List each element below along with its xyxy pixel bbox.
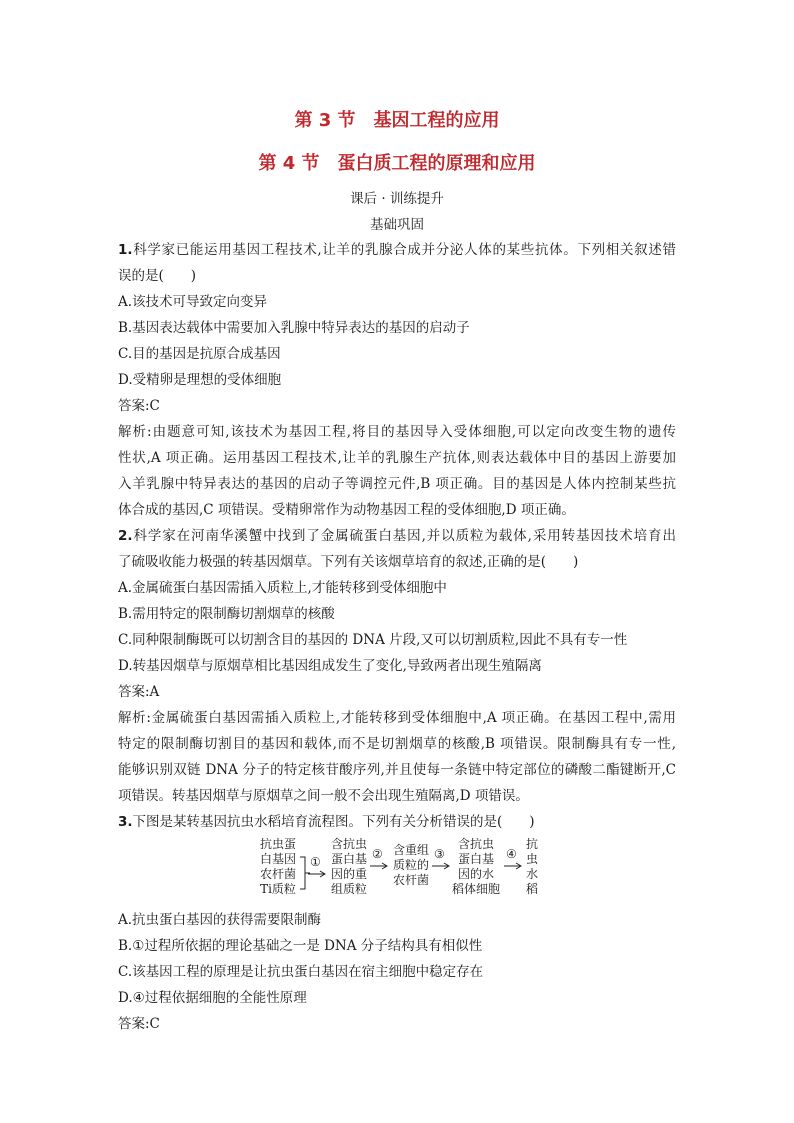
q2-explanation-line-2: 特定的限制酶切割目的基因和载体,而不是切割烟草的核酸,B 项错误。限制酶具有专一性, [118,736,676,752]
flow-box-rice-cell: 含抗虫 蛋白基 因的水 稻体细胞 [451,837,500,896]
q1-stem-line-2: 误的是( ) [118,268,197,284]
q1-option-d: D.受精卵是理想的受体细胞 [118,372,282,388]
q1-option-c: C.目的基因是抗原合成基因 [118,346,281,362]
q2-explanation-line-1: 解析:金属硫蛋白基因需插入质粒上,才能转移到受体细胞中,A 项正确。在基因工程中,需用 [118,710,676,726]
q1-answer: 答案:C [118,398,160,414]
q2-explanation-line-4: 项错误。转基因烟草与原烟草之间一般不会出现生殖隔离,D 项错误。 [118,788,529,804]
q1-explanation-line-1: 解析:由题意可知,该技术为基因工程,将目的基因导入受体细胞,可以定向改变生物的遗传 [118,424,676,440]
q3-option-a: A.抗虫蛋白基因的获得需要限制酶 [118,912,322,928]
q2-stem-line-2: 了硫吸收能力极强的转基因烟草。下列有关该烟草培育的叙述,正确的是( ) [118,554,579,570]
q2-stem-line-1: 2.科学家在河南华溪蟹中找到了金属硫蛋白基因,并以质粒为载体,采用转基因技术培育出 [118,528,676,544]
q1-explanation-line-3: 入羊乳腺中特异表达的基因的启动子等调控元件,B 项正确。目的基因是人体内控制某些抗 [118,476,676,492]
q2-number: 2. [118,528,133,544]
q1-option-b: B.基因表达载体中需要加入乳腺中特异表达的基因的启动子 [118,320,470,336]
level-heading: 基础巩固 [370,217,424,233]
subtitle: 课后 · 训练提升 [350,191,444,207]
q3-number: 3. [118,814,133,830]
q3-option-c: C.该基因工程的原理是让抗虫蛋白基因在宿主细胞中稳定存在 [118,964,484,980]
flow-box-gene-and-plasmid: 抗虫蛋 白基因 农杆菌 Ti质粒 [259,837,296,896]
q1-option-a: A.该技术可导致定向变异 [118,294,268,310]
q3-answer: 答案:C [118,1016,160,1032]
arrow-4-icon [504,862,522,876]
step-3-label: ③ [434,847,445,861]
flow-box-recombinant-plasmid: 含抗虫 蛋白基 因的重 组质粒 [330,837,367,896]
q2-option-b: B.需用特定的限制酶切割烟草的核酸 [118,606,335,622]
q1-explanation-line-2: 性状,A 项正确。运用基因工程技术,让羊的乳腺生产抗体,则表达载体中目的基因上游要加 [118,450,676,466]
q2-option-c: C.同种限制酶既可以切割含目的基因的 DNA 片段,又可以切割质粒,因此不具有专一性 [118,632,628,648]
q3-option-d: D.④过程依据细胞的全能性原理 [118,990,307,1006]
section-3-title: 第 3 节 基因工程的应用 [294,110,500,131]
bracket-arrow-icon [300,856,310,870]
q2-explanation-line-3: 能够识别双链 DNA 分子的特定核苷酸序列,并且使每一条链中特定部位的磷酸二酯键断开,C [118,762,676,778]
step-1-label: ① [310,855,321,869]
q2-option-d: D.转基因烟草与原烟草相比基因组成发生了变化,导致两者出现生殖隔离 [118,658,542,674]
q1-explanation-line-4: 体合成的基因,C 项错误。受精卵常作为动物基因工程的受体细胞,D 项正确。 [118,502,575,518]
q3-option-b: B.①过程所依据的理论基础之一是 DNA 分子结构具有相似性 [118,938,483,954]
q3-stem: 3.下图是某转基因抗虫水稻培育流程图。下列有关分析错误的是( ) [118,814,535,830]
step-2-label: ② [372,847,383,861]
q1-stem-line-1: 1.科学家已能运用基因工程技术,让羊的乳腺合成并分泌人体的某些抗体。下列相关叙述错 [118,242,676,258]
flow-box-agrobacterium: 含重组 质粒的 农杆菌 [392,843,429,887]
section-4-title: 第 4 节 蛋白质工程的原理和应用 [258,153,536,174]
question-content [118,237,676,1037]
q2-option-a: A.金属硫蛋白基因需插入质粒上,才能转移到受体细胞中 [118,580,447,596]
step-4-label: ④ [506,847,517,861]
flow-box-insect-resistant-rice: 抗 虫 水 稻 [525,837,538,896]
q2-answer: 答案:A [118,684,160,700]
q1-number: 1. [118,242,133,258]
q3-flow-diagram [118,837,676,907]
